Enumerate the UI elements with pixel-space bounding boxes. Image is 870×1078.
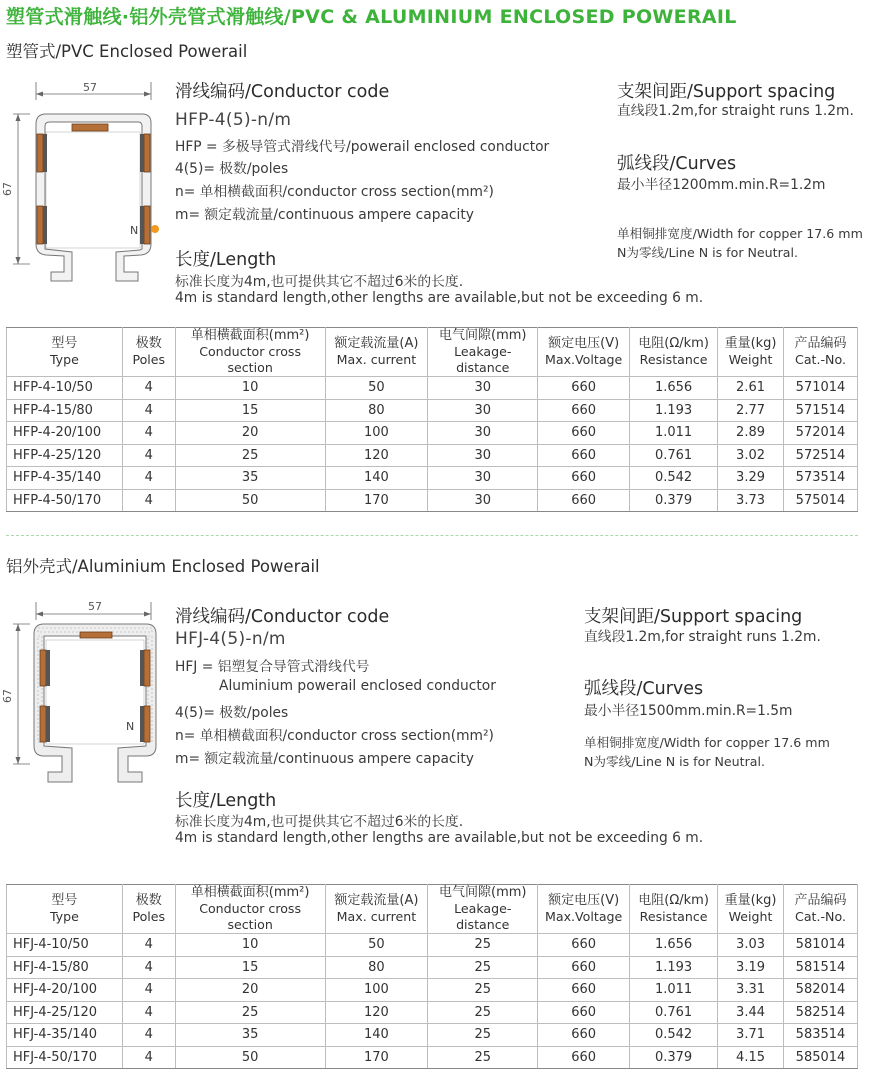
cell-catno: 582014 [784,979,858,1002]
cell-resistance: 1.656 [630,934,718,957]
cell-catno: 571014 [784,377,858,400]
cell-weight: 3.44 [718,1001,784,1024]
cell-type: HFP-4-20/100 [7,422,123,445]
cell-poles: 4 [122,979,175,1002]
col-current-header: 额定载流量(A) Max. current [325,328,428,377]
alu-legend-3: 4(5)= 极数/poles [175,705,289,721]
pvc-spec-table [6,327,858,512]
alu-support-heading: 支架间距/Support spacing [584,607,803,627]
cell-poles: 4 [122,377,175,400]
alu-spec-table [6,884,858,1069]
cell-poles: 4 [122,934,175,957]
cell-cross-section: 15 [175,956,325,979]
cell-catno: 571514 [784,399,858,422]
table-row [7,444,858,467]
col-leakage-header: 电气间隙(mm) Leakage-distance [428,328,538,377]
cell-weight: 3.02 [718,444,784,467]
cell-catno: 583514 [784,1024,858,1047]
alu-section-title: 铝外壳式/Aluminium Enclosed Powerail [6,557,320,576]
cell-type: HFP-4-15/80 [7,399,123,422]
cell-poles: 4 [122,399,175,422]
cell-poles: 4 [122,422,175,445]
cell-current: 140 [325,467,428,490]
alu-table-header [7,885,858,934]
cell-cross-section: 35 [175,1024,325,1047]
alu-support-text: 直线段1.2m,for straight runs 1.2m. [584,629,821,645]
pvc-section-title: 塑管式/PVC Enclosed Powerail [6,42,248,61]
cell-resistance: 0.379 [630,489,718,512]
pvc-code: HFP-4(5)-n/m [175,110,292,130]
cell-cross-section: 10 [175,377,325,400]
pvc-length-en: 4m is standard length,other lengths are available,but not be exceeding 6 m. [175,290,704,306]
cell-type: HFJ-4-50/170 [7,1046,123,1069]
cell-catno: 575014 [784,489,858,512]
cell-poles: 4 [122,1001,175,1024]
cell-leakage: 25 [428,979,538,1002]
col-catno-header: 产品编码 Cat.-No. [784,328,858,377]
col-leakage-header: 电气间隙(mm) Leakage-distance [428,885,538,934]
cell-leakage: 25 [428,1024,538,1047]
pvc-legend-3: n= 单相横截面积/conductor cross section(mm²) [175,184,494,200]
col-resistance-header: 电阻(Ω/km) Resistance [630,885,718,934]
alu-neutral-text: N为零线/Line N is for Neutral. [584,754,765,769]
pvc-width-label: 57 [83,81,97,94]
cell-weight: 4.15 [718,1046,784,1069]
alu-curves-heading: 弧线段/Curves [584,679,704,699]
col-catno-header: 产品编码 Cat.-No. [784,885,858,934]
col-voltage-header: 额定电压(V) Max.Voltage [538,328,630,377]
pvc-conductor-code-heading: 滑线编码/Conductor code [175,82,390,102]
cell-resistance: 0.761 [630,444,718,467]
alu-copper-width: 单相铜排宽度/Width for copper 17.6 mm [584,735,830,750]
cell-weight: 2.89 [718,422,784,445]
cell-catno: 581014 [784,934,858,957]
cell-type: HFP-4-35/140 [7,467,123,490]
pvc-cross-section-drawing [0,74,170,296]
cell-resistance: 0.542 [630,467,718,490]
cell-leakage: 30 [428,489,538,512]
alu-height-label: 67 [1,689,14,703]
cell-current: 50 [325,934,428,957]
cell-cross-section: 15 [175,399,325,422]
col-poles-header: 极数 Poles [122,885,175,934]
page-title: 塑管式滑触线·铝外壳管式滑触线/PVC & ALUMINIUM ENCLOSED POWERAIL [6,6,737,28]
table-row [7,489,858,512]
cell-voltage: 660 [538,444,630,467]
cell-poles: 4 [122,489,175,512]
alu-legend-2: Aluminium powerail enclosed conductor [219,678,496,694]
cell-voltage: 660 [538,422,630,445]
table-row [7,956,858,979]
cell-leakage: 25 [428,1001,538,1024]
cell-type: HFP-4-25/120 [7,444,123,467]
table-row [7,1024,858,1047]
cell-catno: 573514 [784,467,858,490]
col-weight-header: 重量(kg) Weight [718,885,784,934]
pvc-length-heading: 长度/Length [175,250,277,270]
alu-neutral-label: N [126,720,135,733]
cell-type: HFJ-4-20/100 [7,979,123,1002]
table-row [7,1046,858,1069]
cell-type: HFJ-4-25/120 [7,1001,123,1024]
cell-current: 100 [325,422,428,445]
cell-current: 50 [325,377,428,400]
col-type-header: 型号 Type [7,885,123,934]
cell-poles: 4 [122,1024,175,1047]
alu-cross-section-drawing [0,596,170,796]
cell-resistance: 0.542 [630,1024,718,1047]
cell-resistance: 1.656 [630,377,718,400]
cell-voltage: 660 [538,377,630,400]
cell-resistance: 0.761 [630,1001,718,1024]
pvc-table-header [7,328,858,377]
alu-legend-1: HFJ = 铝塑复合导管式滑线代号 [175,659,370,675]
alu-conductor-code-heading: 滑线编码/Conductor code [175,607,390,627]
pvc-length-cn: 标准长度为4m,也可提供其它不超过6米的长度. [175,274,464,290]
cell-poles: 4 [122,1046,175,1069]
cell-catno: 582514 [784,1001,858,1024]
cell-poles: 4 [122,467,175,490]
cell-current: 80 [325,399,428,422]
pvc-legend-2: 4(5)= 极数/poles [175,161,289,177]
pvc-neutral-label: N [130,224,139,237]
cell-weight: 3.19 [718,956,784,979]
cell-resistance: 1.193 [630,956,718,979]
col-cross-section-header: 单相横截面积(mm²) Conductor cross section [175,328,325,377]
cell-cross-section: 20 [175,422,325,445]
cell-current: 120 [325,1001,428,1024]
cell-leakage: 25 [428,956,538,979]
pvc-curves-text: 最小半径1200mm.min.R=1.2m [617,177,826,193]
cell-voltage: 660 [538,1046,630,1069]
table-row [7,377,858,400]
cell-current: 170 [325,489,428,512]
col-cross-section-header: 单相横截面积(mm²) Conductor cross section [175,885,325,934]
col-current-header: 额定载流量(A) Max. current [325,885,428,934]
cell-type: HFJ-4-35/140 [7,1024,123,1047]
alu-length-heading: 长度/Length [175,791,277,811]
cell-weight: 3.73 [718,489,784,512]
cell-cross-section: 10 [175,934,325,957]
cell-catno: 572514 [784,444,858,467]
cell-current: 80 [325,956,428,979]
table-row [7,979,858,1002]
pvc-curves-heading: 弧线段/Curves [617,154,737,174]
pvc-height-label: 67 [1,182,14,196]
cell-cross-section: 35 [175,467,325,490]
cell-leakage: 30 [428,422,538,445]
cell-cross-section: 20 [175,979,325,1002]
table-row [7,399,858,422]
cell-current: 120 [325,444,428,467]
table-row [7,1001,858,1024]
cell-cross-section: 50 [175,1046,325,1069]
cell-resistance: 0.379 [630,1046,718,1069]
col-voltage-header: 额定电压(V) Max.Voltage [538,885,630,934]
cell-current: 100 [325,979,428,1002]
col-poles-header: 极数 Poles [122,328,175,377]
table-row [7,467,858,490]
pvc-neutral-text: N为零线/Line N is for Neutral. [617,245,798,260]
alu-legend-5: m= 额定载流量/continuous ampere capacity [175,751,474,767]
pvc-support-text: 直线段1.2m,for straight runs 1.2m. [617,103,854,119]
cell-voltage: 660 [538,467,630,490]
cell-cross-section: 25 [175,444,325,467]
col-type-header: 型号 Type [7,328,123,377]
cell-resistance: 1.011 [630,979,718,1002]
col-resistance-header: 电阻(Ω/km) Resistance [630,328,718,377]
cell-voltage: 660 [538,489,630,512]
cell-leakage: 30 [428,467,538,490]
cell-current: 170 [325,1046,428,1069]
cell-voltage: 660 [538,1024,630,1047]
pvc-copper-width: 单相铜排宽度/Width for copper 17.6 mm [617,226,863,241]
cell-catno: 581514 [784,956,858,979]
cell-weight: 3.31 [718,979,784,1002]
cell-current: 140 [325,1024,428,1047]
table-row [7,422,858,445]
pvc-legend-1: HFP = 多极导管式滑线代号/powerail enclosed conductor [175,139,550,155]
cell-leakage: 30 [428,399,538,422]
cell-weight: 3.29 [718,467,784,490]
alu-curves-text: 最小半径1500mm.min.R=1.5m [584,703,793,719]
cell-weight: 2.77 [718,399,784,422]
cell-voltage: 660 [538,399,630,422]
cell-type: HFP-4-50/170 [7,489,123,512]
cell-voltage: 660 [538,934,630,957]
cell-cross-section: 50 [175,489,325,512]
cell-type: HFJ-4-10/50 [7,934,123,957]
cell-resistance: 1.193 [630,399,718,422]
cell-leakage: 30 [428,444,538,467]
pvc-support-heading: 支架间距/Support spacing [617,82,836,102]
cell-type: HFP-4-10/50 [7,377,123,400]
alu-code: HFJ-4(5)-n/m [175,629,286,649]
cell-catno: 572014 [784,422,858,445]
cell-weight: 2.61 [718,377,784,400]
cell-weight: 3.71 [718,1024,784,1047]
cell-catno: 585014 [784,1046,858,1069]
alu-length-en: 4m is standard length,other lengths are available,but not be exceeding 6 m. [175,830,704,846]
cell-leakage: 25 [428,934,538,957]
cell-leakage: 30 [428,377,538,400]
table-row [7,934,858,957]
cell-leakage: 25 [428,1046,538,1069]
alu-width-label: 57 [88,600,102,613]
cell-voltage: 660 [538,956,630,979]
cell-cross-section: 25 [175,1001,325,1024]
cell-voltage: 660 [538,1001,630,1024]
cell-weight: 3.03 [718,934,784,957]
cell-type: HFJ-4-15/80 [7,956,123,979]
cell-resistance: 1.011 [630,422,718,445]
section-divider [6,535,858,536]
col-weight-header: 重量(kg) Weight [718,328,784,377]
alu-legend-4: n= 单相横截面积/conductor cross section(mm²) [175,728,494,744]
pvc-legend-4: m= 额定载流量/continuous ampere capacity [175,207,474,223]
cell-poles: 4 [122,956,175,979]
alu-length-cn: 标准长度为4m,也可提供其它不超过6米的长度. [175,814,464,830]
cell-voltage: 660 [538,979,630,1002]
cell-poles: 4 [122,444,175,467]
